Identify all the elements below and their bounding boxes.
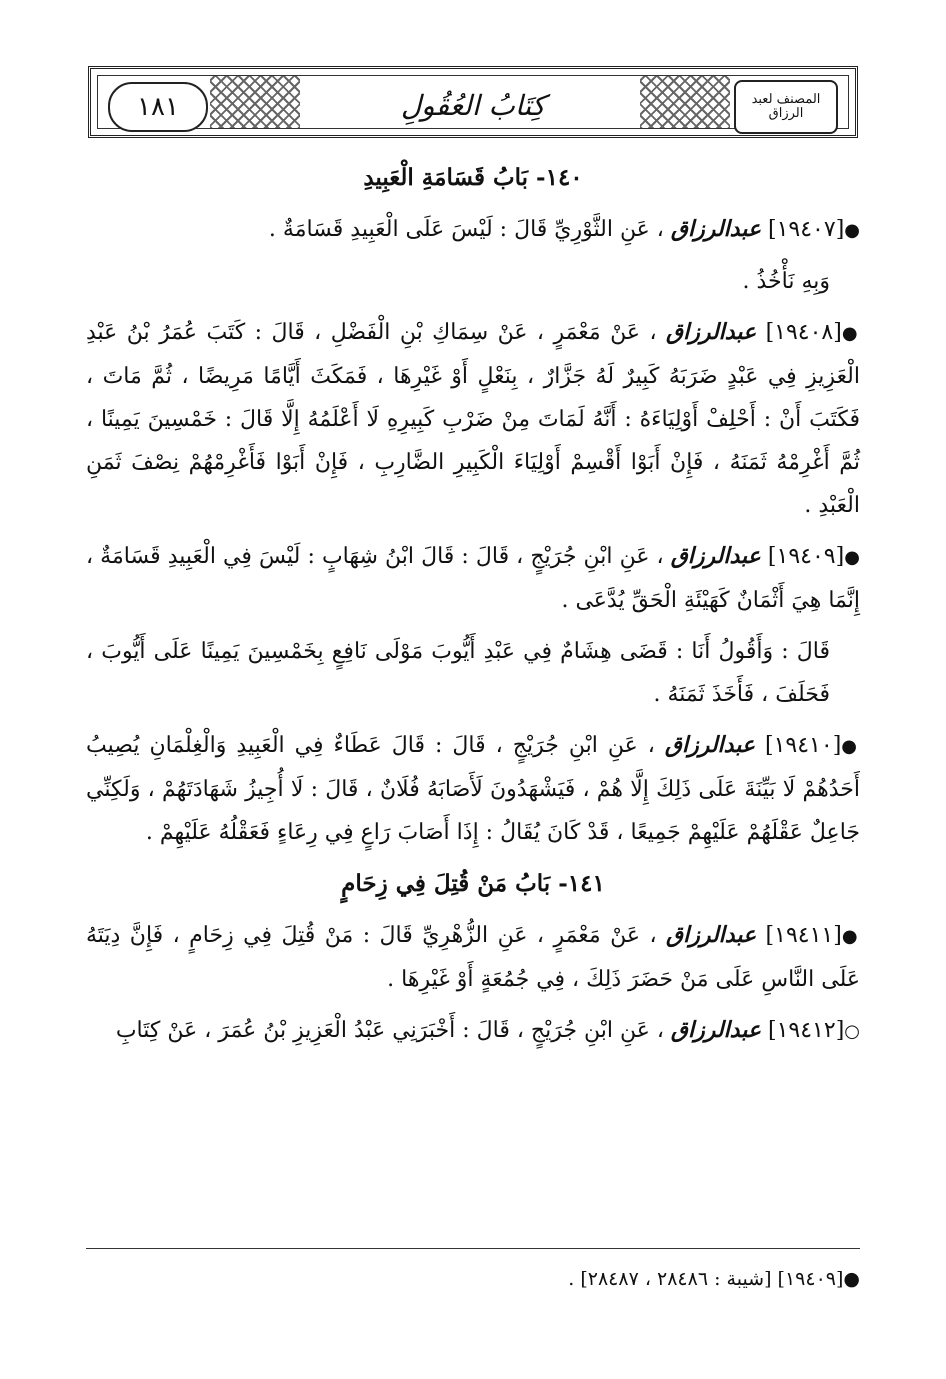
hadith-number: [١٩٤٠٩] [767, 544, 845, 569]
hadith-paragraph [86, 724, 860, 854]
footnote: ●[١٩٤٠٩] [شيبة : ٢٨٤٨٦ ، ٢٨٤٨٧] . [568, 1268, 860, 1290]
footnote-divider [86, 1248, 860, 1249]
hadith-paragraph [86, 1009, 860, 1053]
page-number: ١٨١ [137, 92, 179, 122]
hadith-paragraph [86, 535, 860, 622]
bullet-marker: ○ [844, 1021, 860, 1042]
bullet-marker: ● [841, 323, 861, 344]
comment-text: قَالَ : وَأَقُولُ أَنَا : قَضَى هِشَامٌ فِي عَبْدِ أَيُّوبَ مَوْلَى نَافِعٍ بِخَمْسِينَ يَمِينًا عَلَى أَيُّوبَ ، فَحَلَفَ ، فَأَخَذَ ثَمَنَهُ . [86, 639, 830, 707]
narrator-name: عبدالرزاق [666, 319, 757, 345]
ornamental-header [88, 66, 858, 138]
chapter-heading: ١٤٠- بَابُ قَسَامَةِ الْعَبِيدِ [363, 164, 583, 191]
hadith-text: ، عَنِ الثَّوْرِيِّ قَالَ : لَيْسَ عَلَى الْعَبِيدِ قَسَامَةٌ . [268, 217, 664, 242]
hadith-paragraph [86, 311, 860, 527]
logo-text: المصنف لعبد الرزاق [751, 91, 821, 121]
main-text [86, 156, 860, 1061]
narrator-name: عبدالرزاق [664, 732, 755, 758]
ornament-pattern-left [210, 76, 300, 128]
hadith-number: [١٩٤٠٧] [768, 217, 845, 242]
narrator-name: عبدالرزاق [670, 543, 761, 569]
bullet-marker: ● [844, 547, 860, 568]
narrator-name: عبدالرزاق [666, 922, 757, 948]
hadith-text: ، عَنْ مَعْمَرٍ ، عَنِ الزُّهْرِيِّ قَالَ : مَنْ قُتِلَ فِي زِحَامٍ ، فَإِنَّ دِيَتَهُ عَلَى النَّاسِ عَلَى مَنْ حَضَرَ ذَلِكَ ، فِي جُمُعَةٍ أَوْ غَيْرِهَا . [86, 923, 860, 992]
hadith-number: [١٩٤٠٨] [765, 320, 842, 345]
comment-text: وَبِهِ نَأْخُذُ . [742, 269, 830, 294]
narrator-name: عبدالرزاق [670, 216, 761, 242]
comment-paragraph [86, 630, 860, 716]
publisher-logo [734, 80, 838, 134]
hadith-paragraph [86, 914, 860, 1001]
hadith-paragraph [86, 208, 860, 252]
header-frame [97, 75, 849, 129]
hadith-text: ، عَنِ ابْنِ جُرَيْجٍ ، قَالَ : قَالَ عَطَاءٌ فِي الْعَبِيدِ وَالْغِلْمَانِ يُصِيبُ أَحَدُهُمْ لَا بَيِّنَةَ عَلَى ذَلِكَ إِلَّا هُمْ ، فَيَشْهَدُونَ لَأَصَابَهُ فُلَانٌ ، قَالَ : لَا أُجِيزُ شَهَادَتَهُمْ ، وَلَكِنِّي جَاعِلٌ عَقْلَهُمْ عَلَيْهِمْ جَمِيعًا ، قَدْ كَانَ يُقَالُ : إِذَا أَصَابَ رَاعٍ فِي رِعَاءٍ فَعَقْلُهُ عَلَيْهِمْ . [86, 733, 860, 845]
narrator-name: عبدالرزاق [670, 1017, 761, 1043]
ornament-pattern-right [640, 76, 730, 128]
bullet-marker: ● [841, 926, 860, 947]
hadith-number: [١٩٤١٠] [765, 733, 842, 758]
hadith-text: ، عَنِ ابْنِ جُرَيْجٍ ، قَالَ : قَالَ ابْنُ شِهَابٍ : لَيْسَ فِي الْعَبِيدِ قَسَامَةٌ ، إِنَّمَا هِيَ أَثْمَانٌ كَهَيْئَةِ الْحَقِّ يُدَّعَى . [86, 544, 860, 613]
hadith-number: [١٩٤١٢] [768, 1018, 845, 1043]
hadith-text: ، عَنِ ابْنِ جُرَيْجٍ ، قَالَ : أَخْبَرَنِي عَبْدُ الْعَزِيزِ بْنُ عُمَرَ ، عَنْ كِتَابِ [115, 1018, 664, 1043]
hadith-text: ، عَنْ مَعْمَرٍ ، عَنْ سِمَاكِ بْنِ الْفَضْلِ ، قَالَ : كَتَبَ عُمَرُ بْنُ عَبْدِ الْعَزِيزِ فِي عَبْدٍ ضَرَبَهُ كَبِيرٌ لَهُ جَزَّارٌ ، بِنَعْلٍ أَوْ غَيْرِهَا ، فَمَكَثَ أَيَّامًا مَرِيضًا ، ثُمَّ مَاتَ ، فَكَتَبَ أَنْ : أَحْلِفْ أَوْلِيَاءَهُ : أَنَّهُ لَمَاتَ مِنْ ضَرْبِ كَبِيرِهِ لَا أَعْلَمُهُ إِلَّا قَالَ : خَمْسِينَ يَمِينًا ، ثُمَّ أَغْرِمْهُ ثَمَنَهُ ، فَإِنْ أَبَوْا أَقْسِمْ أَوْلِيَاءَ الْكَبِيرِ الضَّارِبِ ، فَإِنْ أَبَوْا فَأَغْرِمْهُمْ نِصْفَ ثَمَنِ الْعَبْدِ . [86, 320, 861, 518]
comment-paragraph [86, 260, 860, 303]
bullet-marker: ● [841, 736, 861, 757]
page-number-box [108, 82, 208, 132]
hadith-number: [١٩٤١١] [765, 923, 842, 948]
chapter-heading: ١٤١- بَابُ مَنْ قُتِلَ فِي زِحَامٍ [341, 870, 605, 897]
book-title: كِتَابُ العُقُولِ [400, 88, 546, 122]
bullet-marker: ● [844, 220, 860, 241]
